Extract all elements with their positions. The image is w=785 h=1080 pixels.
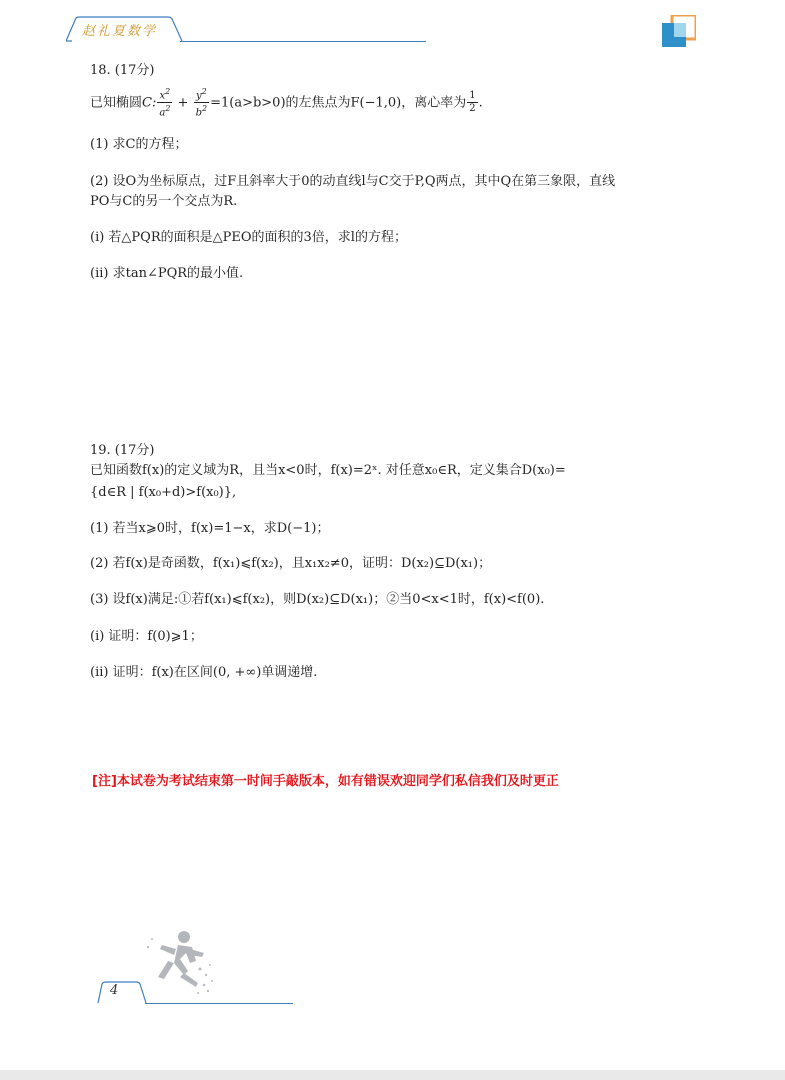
q18-part-2-ii: (ii) 求tan∠PQR的最小值.: [90, 266, 244, 281]
fraction-one-half: $\frac{1}{2}$: [469, 90, 476, 115]
q19-part-3: (3) 设f(x)满足:①若f(x₁)⩽f(x₂)，则D(x₂)⊆D(x₁)；②当0<x<1时，f(x)<f(0).: [90, 592, 545, 607]
correction-note: [注]本试卷为考试结束第一时间手敲版本，如有错误欢迎同学们私信我们及时更正: [92, 774, 559, 789]
q19-part-3-i: (i) 证明：f(0)⩾1；: [90, 629, 203, 644]
q19-part-2: (2) 若f(x)是奇函数，f(x₁)⩽f(x₂)，且x₁x₂≠0，证明：D(x₂)⊆D(x₁)；: [90, 556, 492, 571]
q18-intro-text: 已知椭圆: [90, 95, 143, 111]
q18-part-2-line-2: PO与C的另一个交点为R.: [90, 194, 238, 209]
q18-part-2-i: (i) 若△PQR的面积是△PEO的面积的3倍，求l的方程；: [90, 230, 407, 245]
q18-intro-end: .: [478, 95, 483, 111]
runner-illustration-icon: [140, 925, 220, 997]
viewer-bottom-strip: [0, 1070, 785, 1080]
q18-intro-condition: =1(a>b>0)的左焦点为F(−1,0)，离心率为: [210, 95, 467, 111]
q18-curve-label: C:: [142, 95, 157, 111]
q19-statement-line-1: 已知函数f(x)的定义域为R，且当x<0时，f(x)=2ˣ. 对任意x₀∈R，定义集合D(x₀)=: [90, 463, 566, 478]
q18-intro: 已知椭圆C: $\frac{x^2}{a^2}$ + $\frac{y^2}{b^2}$ =1(a>b>0)的左焦点为F(−1,0)，离心率为 $\frac{1}{2}$ .: [90, 87, 483, 119]
q18-part-2-line-1: (2) 设O为坐标原点，过F且斜率大于0的动直线l与C交于P,Q两点，其中Q在第三象限，直线: [90, 174, 616, 189]
q18-part-1: (1) 求C的方程；: [90, 137, 188, 152]
header-rule: [180, 41, 426, 42]
q18-number: 18. (17分): [90, 63, 155, 78]
fraction-y2-b2: $\frac{y^2}{b^2}$: [195, 87, 208, 119]
q19-part-1: (1) 若当x⩾0时，f(x)=1−x，求D(−1)；: [90, 521, 330, 536]
footer-tab-shape: [96, 980, 148, 1004]
fraction-x2-a2: $\frac{x^2}{a^2}$: [159, 87, 171, 119]
q19-number: 19. (17分): [90, 443, 155, 458]
logo-icon: [662, 15, 696, 47]
page-number: 4: [110, 983, 119, 998]
header-title: 赵礼夏数学: [82, 24, 158, 39]
footer-rule: [145, 1003, 293, 1004]
q19-statement-line-2: {d∈R | f(x₀+d)>f(x₀)},: [90, 485, 237, 500]
q19-part-3-ii: (ii) 证明：f(x)在区间(0, +∞)单调递增.: [90, 665, 318, 680]
